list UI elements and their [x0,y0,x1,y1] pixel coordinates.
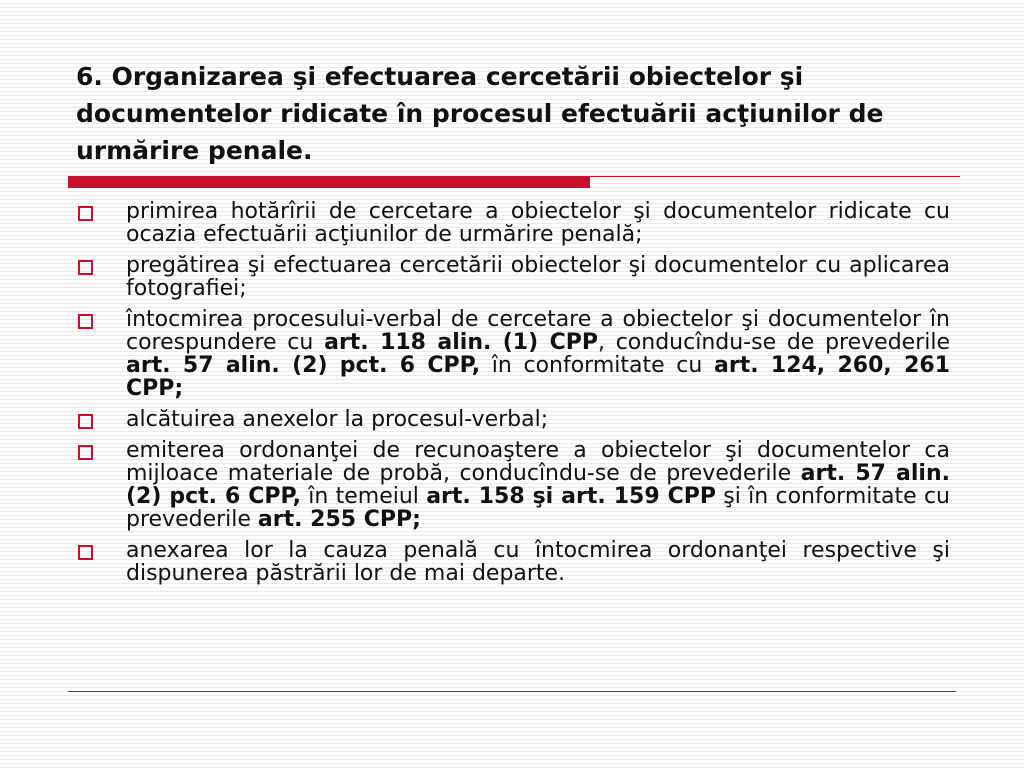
bullet-item [76,254,950,300]
bullet-segment: primirea hotărîrii de cercetare a obiectelor şi documentelor ridicate cu ocazia efectuării acţiunilor de urmărire penală; [126,199,950,247]
hollow-square-icon [78,314,93,329]
title-underline-bar [68,176,590,188]
bullet-text [126,539,950,585]
bullet-segment: alcătuirea anexelor la procesul-verbal; [126,407,549,432]
title-underline-line [590,176,960,177]
bullet-segment: , conducîndu-se de prevederile [597,330,951,355]
hollow-square-icon [78,206,93,221]
bullet-item [76,200,950,246]
legal-reference: art. 124, 260, 261 CPP; [126,353,950,401]
footer-divider [68,691,956,692]
legal-reference: art. 118 alin. (1) CPP [324,330,598,355]
legal-reference: art. 158 şi art. 159 CPP [426,484,716,509]
bullet-item [76,539,950,585]
hollow-square-icon [78,445,93,460]
bullet-text [126,254,950,300]
bullet-item [76,439,950,531]
bullet-text [126,408,950,431]
bullet-segment: anexarea lor la cauza penală cu întocmirea ordonanţei respective şi dispunerea păstrării lor de mai departe. [126,538,950,586]
legal-reference: art. 57 alin. (2) pct. 6 CPP, [126,461,950,509]
bullet-text [126,439,950,531]
bullet-list [76,200,950,593]
hollow-square-icon [78,414,93,429]
bullet-segment: întocmirea procesului-verbal de cercetare a obiectelor şi documentelor în corespundere cu [126,307,950,355]
bullet-segment: emiterea ordonanţei de recunoaştere a obiectelor şi documentelor ca mijloace materiale de probă, conducîndu-se de prevederile [126,438,950,486]
slide-title: 6. Organizarea şi efectuarea cercetării obiectelor şi documentelor ridicate în procesul efectuării acţiunilor de urmărire penale. [76,62,884,165]
bullet-item [76,408,950,431]
bullet-text [126,200,950,246]
bullet-item [76,308,950,400]
legal-reference: art. 57 alin. (2) pct. 6 CPP, [126,353,481,378]
bullet-segment: în conformitate cu [480,353,714,378]
bullet-segment: şi în conformitate cu prevederile [126,484,950,532]
legal-reference: art. 255 CPP; [257,507,421,532]
hollow-square-icon [78,545,93,560]
bullet-segment: în temeiul [300,484,427,509]
hollow-square-icon [78,260,93,275]
bullet-segment: pregătirea şi efectuarea cercetării obiectelor şi documentelor cu aplicarea fotografiei; [126,253,950,301]
bullet-text [126,308,950,400]
title-underline [68,176,960,188]
